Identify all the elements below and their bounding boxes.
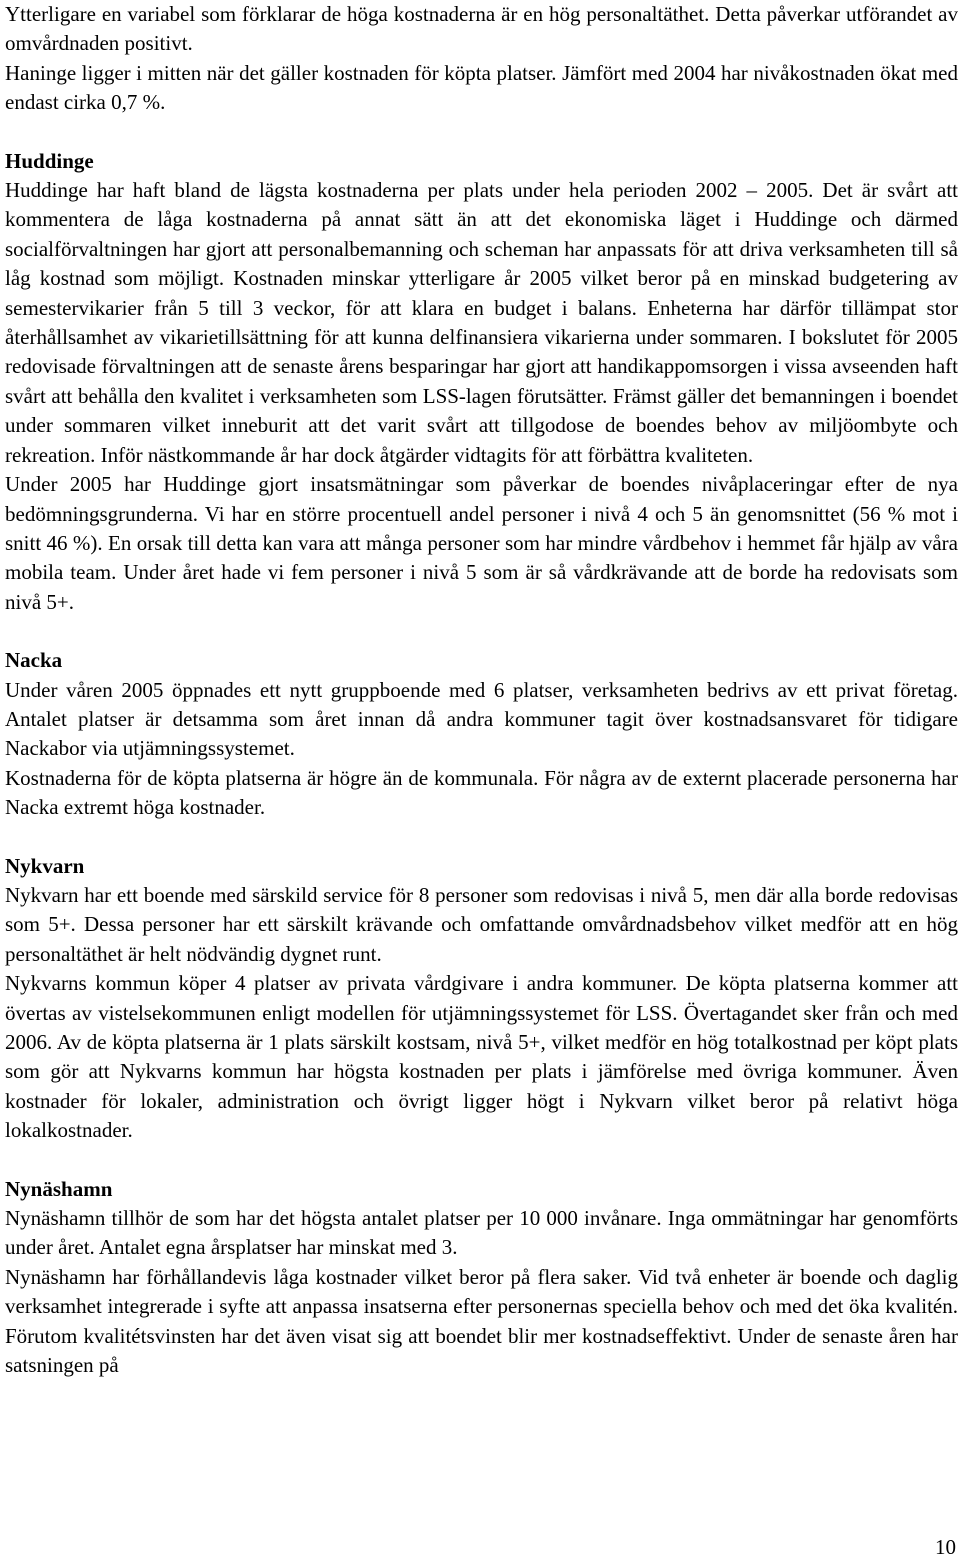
nacka-paragraph-1: Under våren 2005 öppnades ett nytt gruppboende med 6 platser, verksamheten bedrivs av ett privat företag. Antalet platser är detsamma som året innan då andra kommuner tagit över kostnadsansvaret för tidigare Nackabor via utjämningssystemet. xyxy=(5,677,958,761)
section-heading-huddinge: Huddinge xyxy=(5,148,94,173)
section-heading-nykvarn: Nykvarn xyxy=(5,853,85,878)
intro-paragraph-1: Ytterligare en variabel som förklarar de höga kostnaderna är en hög personaltäthet. Detta påverkar utförandet av omvårdnaden positivt. xyxy=(5,2,958,56)
section-heading-nacka: Nacka xyxy=(5,648,63,673)
spacer xyxy=(5,118,958,147)
nykvarn-paragraph-1: Nykvarn har ett boende med särskild service för 8 personer som redovisas i nivå 5, men där alla borde redovisas som 5+. Dessa personer har ett särskilt krävande och omfattande omvårdnadsbehov vilket medför att en hög personaltäthet är helt nödvändig dygnet runt. xyxy=(5,882,958,966)
huddinge-paragraph-2: Under 2005 har Huddinge gjort insatsmätningar som påverkar de boendes nivåplaceringar efter de nya bedömningsgrunderna. Vi har en större procentuell andel personer i nivå 4 och 5 än genomsnittet (56 % mot i snitt 46 %). En orsak till detta kan vara att många personer som har mindre vårdbehov i hemmet får hjälp av våra mobila team. Under året hade vi fem personer i nivå 5 som är så vårdkrävande att de borde ha redovisats som nivå 5+. xyxy=(5,472,958,614)
nynashamn-paragraph-1: Nynäshamn tillhör de som har det högsta antalet platser per 10 000 invånare. Inga ommätningar har genomförts under året. Antalet egna årsplatser har minskat med 3. xyxy=(5,1206,958,1260)
huddinge-paragraph-1: Huddinge har haft bland de lägsta kostnaderna per plats under hela perioden 2002 – 2005. Det är svårt att kommentera de låga kostnaderna på annat sätt än att det ekonomiska läget i Huddinge och därmed socialförvaltningen har gjort att personalbemanning och scheman har anpassats för att driva verksamheten till så låg kostnad som möjligt. Kostnaden minskar ytterligare år 2005 vilket beror på en minskad budgetering av semestervikarier från 5 till 3 veckor, för att klara en budget i balans. Enheterna har därför tillämpat stor återhållsamhet av vikarietillsättning för att kunna delfinansiera vikarierna under sommaren. I bokslutet för 2005 redovisade förvaltningen att de senaste årens besparingar har gjort att handikappomsorgen i vissa avseenden haft svårt att behålla den kvalitet i verksamheten som LSS-lagen förutsätter. Främst gäller det bemanningen i boendet under sommaren vilket inneburit att det varit svårt att tillgodose de boendes behov av miljöombyte och rekreation. Inför nästkommande år har dock åtgärder vidtagits för att förbättra kvaliteten. xyxy=(5,178,958,467)
spacer xyxy=(5,1146,958,1175)
nynashamn-paragraph-2: Nynäshamn har förhållandevis låga kostnader vilket beror på flera saker. Vid två enheter är boende och daglig verksamhet integrerade i syfte att anpassa insatserna efter personernas speciella behov och med det öka kvalitén. Förutom kvalitétsvinsten har det även visat sig att boendet blir mer kostnadseffektivt. Under de senaste åren har satsningen på xyxy=(5,1264,958,1378)
section-heading-nynashamn: Nynäshamn xyxy=(5,1176,113,1201)
nacka-paragraph-2: Kostnaderna för de köpta platserna är högre än de kommunala. För några av de externt placerade personerna har Nacka extremt höga kostnader. xyxy=(5,765,958,820)
spacer xyxy=(5,617,958,646)
nykvarn-paragraph-2: Nykvarns kommun köper 4 platser av privata vårdgivare i andra kommuner. De köpta platserna kommer att övertas av vistelsekommunen enligt modellen för utjämningssystemet för LSS. Övertagandet sker från och med 2006. Av de köpta platserna är 1 plats särskilt kostsam, nivå 5+, vilket medför en hög totalkostnad per köpt plats som gör att Nykvarns kommun har högsta kostnaden per plats i jämförelse med övriga kommuner. Även kostnader för lokaler, administration och övrigt ligger högt i Nykvarn vilket beror på relativt höga lokalkostnader. xyxy=(5,971,958,1143)
page-number: 10 xyxy=(935,1535,956,1559)
document-page xyxy=(5,0,958,1380)
intro-paragraph-2: Haninge ligger i mitten när det gäller kostnaden för köpta platser. Jämfört med 2004 har nivåkostnaden ökat med endast cirka 0,7 %. xyxy=(5,60,958,115)
spacer xyxy=(5,823,958,852)
